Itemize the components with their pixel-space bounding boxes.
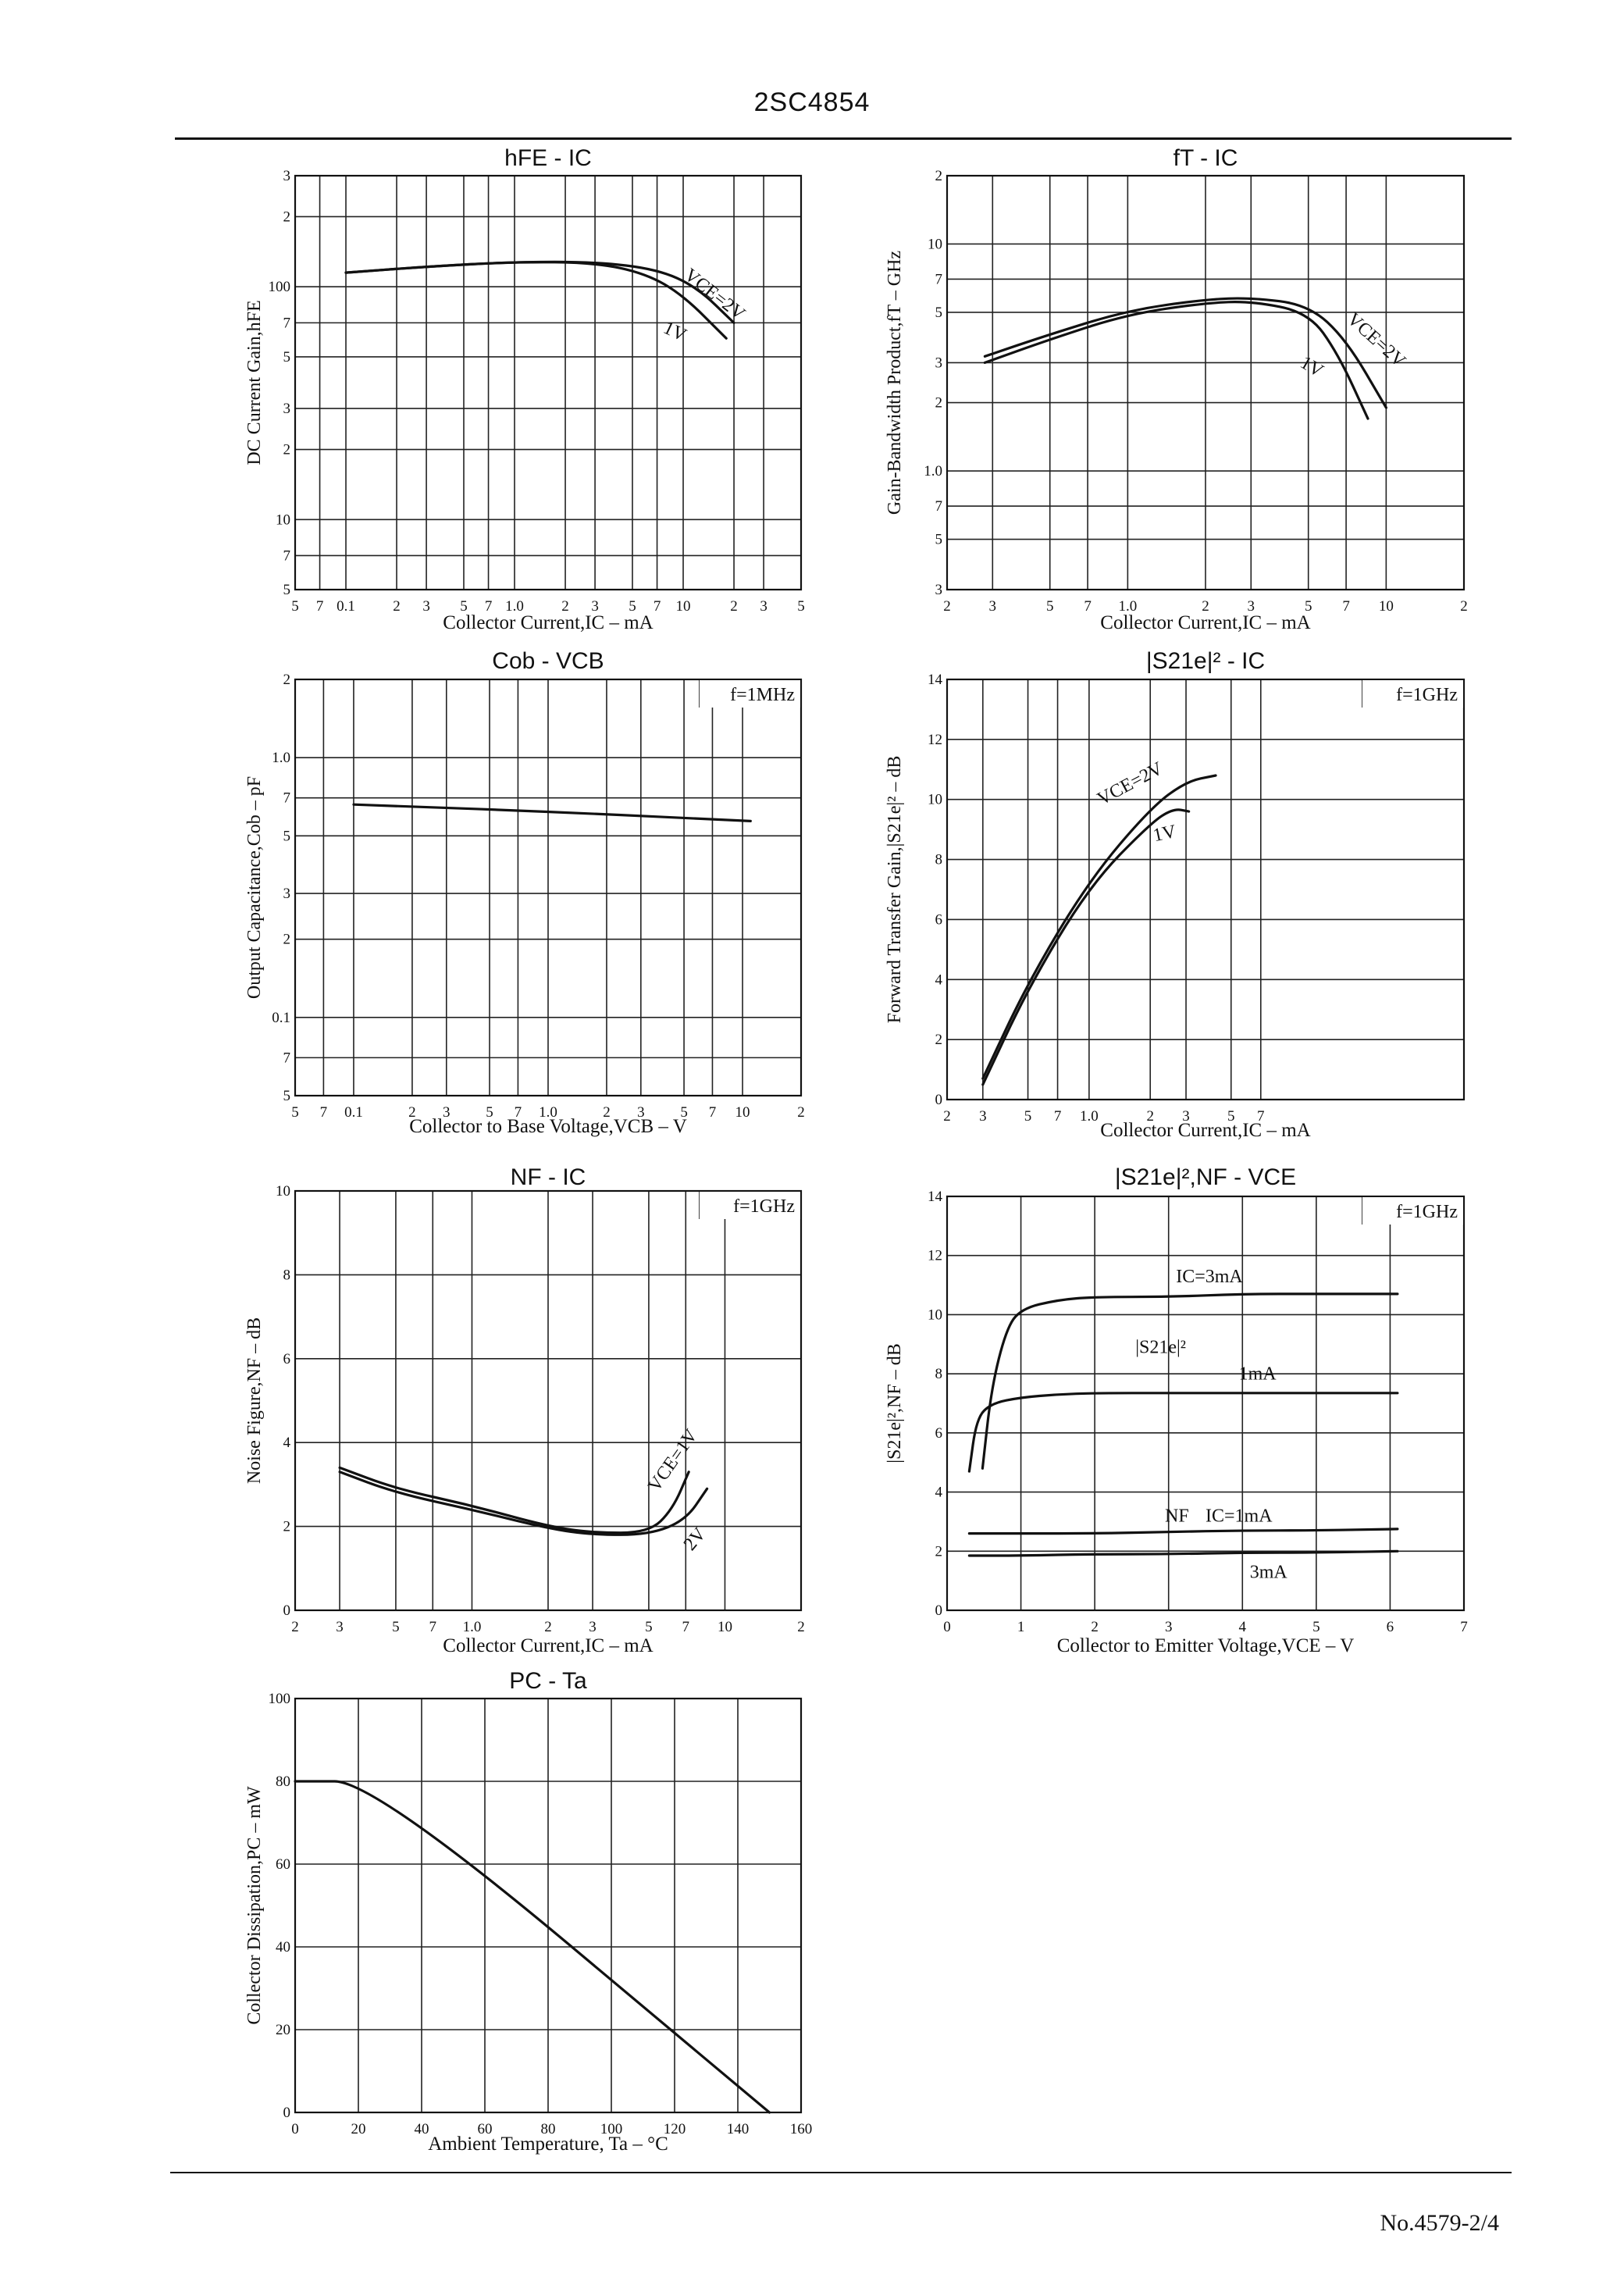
series-line-1 [969,1393,1398,1471]
x-tick-label: 60 [477,2121,493,2137]
x-tick-label: 2 [943,1108,951,1125]
chart-nf-ic [141,1152,820,1656]
x-axis-label: Collector Current,IC – mA [1100,1120,1311,1141]
x-tick-label: 7 [315,598,324,615]
y-axis-label: Gain-Bandwidth Product,fT – GHz [885,250,905,515]
document-number: No.4579-2/4 [1380,2210,1499,2236]
x-tick-label: 7 [1257,1108,1265,1125]
x-axis-label: Collector Current,IC – mA [443,1635,654,1656]
y-tick-label: 0 [935,1602,942,1619]
x-tick-label: 7 [1342,598,1350,615]
y-tick-label: 6 [935,911,942,929]
x-tick-label: 5 [1045,598,1054,615]
x-tick-label: 10 [675,598,691,615]
y-tick-label: 2 [935,1543,942,1560]
y-tick-label: 5 [283,828,290,845]
y-axis-label: Output Capacitance,Cob – pF [244,775,265,1000]
series-annotation: VCE=2V [1343,308,1410,372]
x-tick-label: 2 [393,598,401,615]
x-tick-label: 7 [1084,598,1092,615]
series-line-0 [983,775,1216,1078]
chart-cob-vcb [141,648,820,1156]
series-annotation: 1V [1296,352,1327,382]
x-tick-label: 10 [717,1619,732,1635]
chart-hfe-ic [141,145,820,648]
y-tick-label: 3 [283,401,290,418]
x-axis-label: Collector to Base Voltage,VCB – V [409,1116,687,1137]
y-tick-label: 60 [276,1856,290,1873]
grid [295,176,801,590]
x-tick-label: 40 [414,2121,429,2137]
y-tick-label: 7 [283,1050,290,1067]
x-tick-label: 2 [1146,1108,1154,1125]
series-annotation: NF [1165,1506,1189,1527]
x-tick-label: 3 [979,1108,987,1125]
x-tick-label: 1.0 [505,598,524,615]
y-axis-label: Forward Transfer Gain,|S21e|² – dB [885,755,905,1024]
x-tick-label: 20 [351,2121,366,2137]
y-tick-label: 4 [283,1435,290,1452]
y-tick-label: 2 [283,441,290,458]
x-tick-label: 0.1 [344,1104,363,1121]
series-line-0 [354,804,750,821]
y-tick-label: 6 [283,1350,290,1367]
x-tick-label: 6 [1386,1619,1394,1635]
y-tick-label: 80 [276,1774,290,1790]
x-tick-label: 2 [603,1104,611,1121]
y-axis-label: DC Current Gain,hFE [244,300,265,465]
y-tick-label: 12 [928,1247,942,1264]
chart-s21e-ic [867,648,1515,1156]
x-tick-label: 140 [726,2121,750,2137]
x-tick-label: 1.0 [1118,598,1138,615]
x-tick-label: 7 [484,598,493,615]
header-rule [175,137,1512,140]
x-tick-label: 3 [637,1104,645,1121]
x-tick-label: 0 [291,2121,299,2137]
x-axis-label: Collector Current,IC – mA [1100,612,1311,633]
x-tick-label: 7 [319,1104,328,1121]
series-annotation: 1V [660,317,690,346]
y-tick-label: 8 [935,851,942,868]
x-tick-label: 3 [422,598,430,615]
chart-s21e-nf-vce [867,1152,1515,1656]
grid [947,679,1464,1100]
y-tick-label: 8 [935,1366,942,1383]
x-tick-label: 2 [1202,598,1209,615]
grid [947,176,1464,590]
chart-title: |S21e|²,NF - VCE [1114,1164,1297,1190]
x-tick-label: 7 [514,1104,522,1121]
grid [947,1196,1464,1610]
condition-label: f=1GHz [733,1196,795,1217]
x-tick-label: 10 [735,1104,750,1121]
plot-frame [295,176,801,590]
y-tick-label: 4 [935,971,942,989]
x-tick-label: 7 [1053,1108,1062,1125]
series-annotation: VCE=2V [1094,758,1166,810]
x-tick-label: 160 [789,2121,813,2137]
x-tick-label: 7 [708,1104,717,1121]
condition-label: f=1GHz [1396,685,1458,705]
y-tick-label: 12 [928,731,942,748]
chart-title: NF - IC [510,1164,586,1190]
x-tick-label: 3 [760,598,767,615]
x-tick-label: 0 [943,1619,951,1635]
x-tick-label: 2 [730,598,738,615]
y-tick-label: 1.0 [272,750,290,767]
footer-rule [170,2172,1512,2173]
y-tick-label: 5 [935,531,942,548]
x-tick-label: 2 [544,1619,552,1635]
x-tick-label: 2 [561,598,569,615]
chart-title: hFE - IC [504,145,592,171]
series-annotation: 3mA [1249,1562,1287,1583]
part-number-header: 2SC4854 [753,87,871,117]
y-tick-label: 7 [283,790,290,807]
x-tick-label: 5 [1227,1108,1235,1125]
condition-label: f=1GHz [1396,1202,1458,1222]
y-tick-label: 100 [268,1691,290,1707]
x-tick-label: 7 [682,1619,690,1635]
series-annotation: VCE=1V [644,1425,702,1496]
series-line-0 [985,298,1386,408]
series-line-0 [982,1294,1398,1468]
y-tick-label: 10 [928,791,942,808]
chart-title: Cob - VCB [492,648,604,674]
y-tick-label: 14 [928,672,942,688]
series-annotation: 1V [1151,821,1178,847]
x-tick-label: 5 [291,598,299,615]
x-tick-label: 5 [1312,1619,1320,1635]
x-tick-label: 5 [460,598,468,615]
y-tick-label: 2 [283,931,290,948]
y-tick-label: 2 [935,168,942,184]
y-tick-label: 2 [935,394,942,412]
y-tick-label: 5 [283,348,290,365]
y-tick-label: 3 [935,355,942,372]
y-tick-label: 6 [935,1424,942,1442]
series-annotation: VCE=2V [680,265,749,325]
y-axis-label: |S21e|²,NF – dB [885,1343,905,1463]
x-tick-label: 1.0 [539,1104,557,1121]
y-tick-label: 5 [283,582,290,598]
series-line-3 [969,1551,1398,1556]
y-tick-label: 14 [928,1189,942,1205]
grid [295,1191,801,1610]
x-tick-label: 3 [589,1619,597,1635]
x-axis-label: Collector to Emitter Voltage,VCE – V [1056,1635,1355,1656]
y-tick-label: 5 [283,1088,290,1104]
x-tick-label: 5 [629,598,636,615]
x-tick-label: 2 [408,1104,416,1121]
x-tick-label: 100 [600,2121,623,2137]
series-line-1 [983,810,1189,1085]
series-annotation: 1mA [1238,1364,1277,1385]
y-tick-label: 4 [935,1484,942,1501]
x-tick-label: 5 [1304,598,1312,615]
x-tick-label: 2 [1091,1619,1099,1635]
x-tick-label: 5 [1024,1108,1032,1125]
x-tick-label: 3 [443,1104,451,1121]
series-annotation: IC=1mA [1206,1506,1273,1527]
grid [295,1699,801,2112]
x-axis-label: Ambient Temperature, Ta – °C [428,2134,668,2155]
y-tick-label: 3 [283,886,290,903]
series-line-0 [340,1467,689,1532]
x-tick-label: 5 [291,1104,299,1121]
plot-frame [947,1196,1464,1610]
y-tick-label: 7 [283,547,290,565]
y-tick-label: 7 [935,271,942,288]
y-tick-label: 5 [935,304,942,321]
x-tick-label: 7 [653,598,661,615]
x-tick-label: 0.1 [337,598,355,615]
y-axis-label: Collector Dissipation,PC – mW [244,1786,265,2025]
chart-ft-ic [867,145,1515,648]
x-tick-label: 1.0 [462,1619,482,1635]
y-axis-label: Noise Figure,NF – dB [244,1317,265,1485]
x-tick-label: 3 [1182,1108,1190,1125]
y-tick-label: 0 [283,2105,290,2121]
x-tick-label: 3 [336,1619,344,1635]
y-tick-label: 1.0 [924,463,942,480]
x-tick-label: 2 [1460,598,1468,615]
x-tick-label: 120 [663,2121,686,2137]
chart-title: fT - IC [1173,145,1238,171]
y-tick-label: 3 [283,168,290,184]
x-tick-label: 5 [486,1104,493,1121]
x-tick-label: 1.0 [1080,1108,1099,1125]
series-annotation: |S21e|² [1135,1337,1187,1358]
chart-title: |S21e|² - IC [1145,648,1266,674]
y-tick-label: 2 [283,1518,290,1535]
y-tick-label: 3 [935,582,942,598]
x-tick-label: 7 [429,1619,437,1635]
series-annotation: 2V [679,1524,710,1555]
y-tick-label: 0 [283,1602,290,1619]
x-tick-label: 2 [943,598,951,615]
x-tick-label: 80 [540,2121,556,2137]
x-axis-label: Collector Current,IC – mA [443,612,654,633]
series-line-2 [969,1529,1398,1534]
x-tick-label: 5 [797,598,805,615]
series-annotation: IC=3mA [1176,1266,1243,1287]
y-tick-label: 10 [928,1307,942,1324]
y-tick-label: 0.1 [272,1009,290,1026]
y-tick-label: 20 [276,2022,290,2038]
x-tick-label: 3 [1164,1619,1173,1635]
y-tick-label: 7 [935,498,942,515]
y-tick-label: 2 [283,672,290,688]
x-tick-label: 2 [797,1619,805,1635]
x-tick-label: 2 [291,1619,299,1635]
x-tick-label: 1 [1017,1619,1025,1635]
x-tick-label: 5 [680,1104,688,1121]
y-tick-label: 10 [276,512,290,529]
x-tick-label: 4 [1238,1619,1247,1635]
plot-frame [947,679,1464,1100]
y-tick-label: 2 [283,209,290,226]
y-tick-label: 0 [935,1092,942,1108]
x-tick-label: 10 [1378,598,1394,615]
x-tick-label: 3 [988,598,997,615]
condition-label: f=1MHz [730,685,795,705]
y-tick-label: 100 [268,279,290,296]
y-tick-label: 7 [283,315,290,332]
x-tick-label: 3 [1247,598,1255,615]
chart-pc-ta [141,1648,820,2163]
x-tick-label: 3 [591,598,599,615]
y-tick-label: 40 [276,1939,290,1955]
y-tick-label: 8 [283,1267,290,1284]
x-tick-label: 5 [645,1619,653,1635]
x-tick-label: 2 [797,1104,805,1121]
chart-title: PC - Ta [509,1668,587,1694]
grid [295,679,801,1096]
x-tick-label: 7 [1460,1619,1468,1635]
x-tick-label: 5 [392,1619,400,1635]
y-tick-label: 10 [276,1183,290,1200]
y-tick-label: 2 [935,1032,942,1049]
y-tick-label: 10 [928,236,942,253]
